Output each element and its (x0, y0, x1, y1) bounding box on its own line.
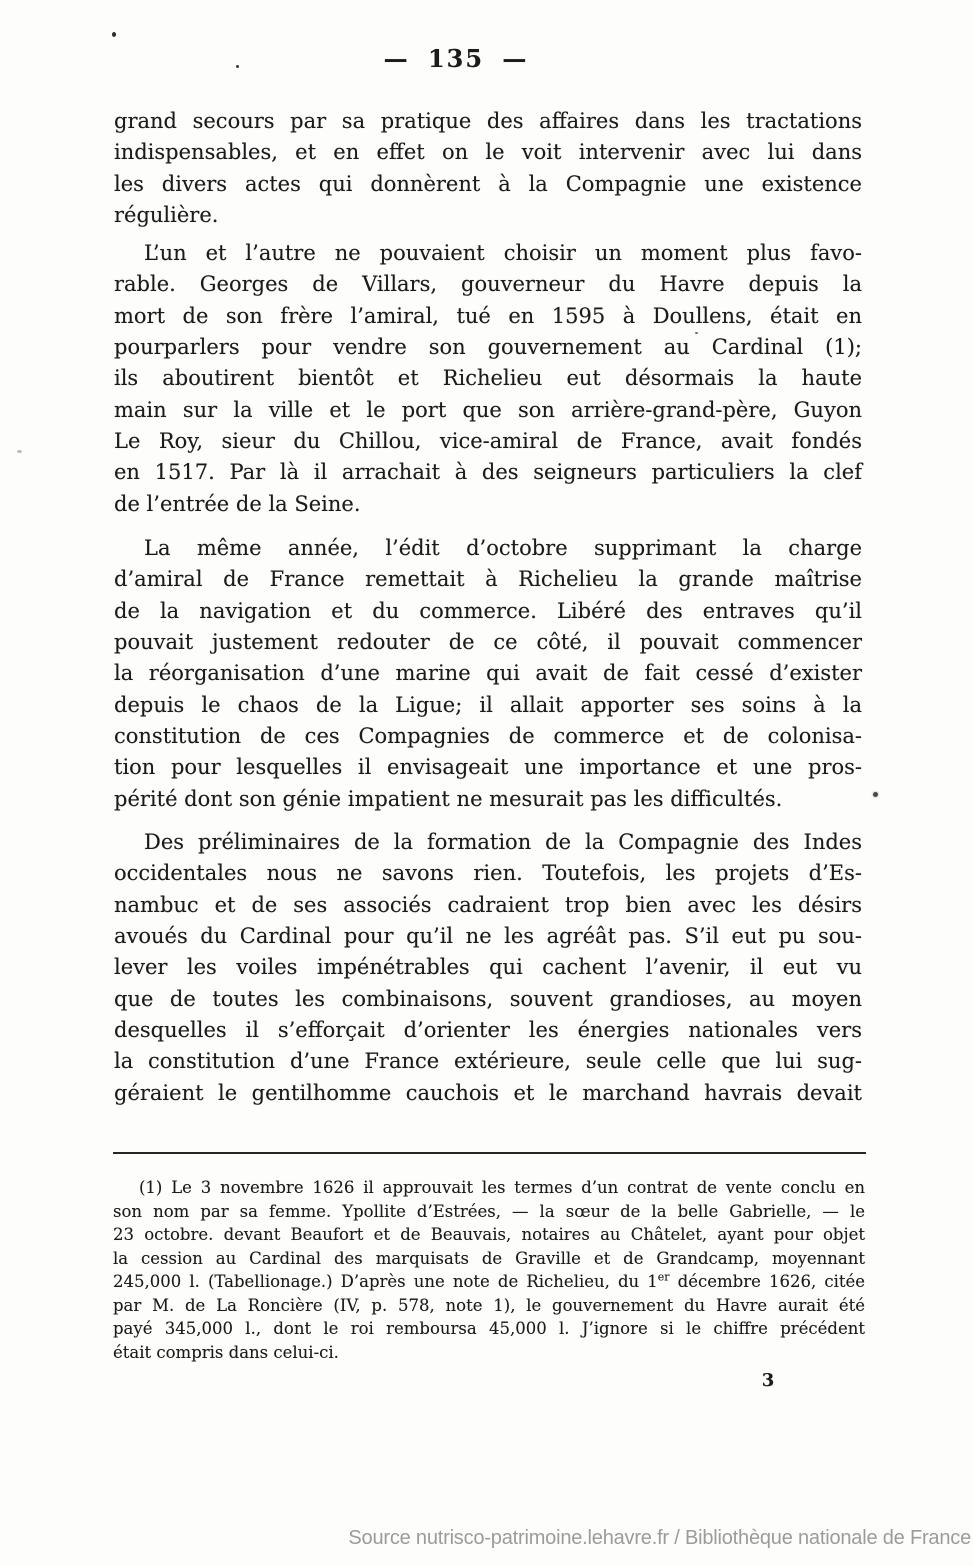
text-line: régulière. (114, 203, 219, 228)
text-line: main sur la ville et le port que son arrière-grand-père, Guyon (114, 397, 862, 422)
footnote-line: son nom par sa femme. Ypollite d’Estrées, — la sœur de la belle Gabrielle, — le (113, 1201, 865, 1221)
text-line: en 1517. Par là il arrachait à des seigneurs particuliers la clef (114, 460, 862, 485)
text-line: constitution de ces Compagnies de commerce et de colonisa- (114, 724, 862, 749)
footnote-line (113, 1270, 865, 1294)
text-line: La même année, l’édit d’octobre supprimant la charge (144, 536, 862, 560)
footnote-line: (1) Le 3 novembre 1626 il approuvait les termes d’un contrat de vente conclu en (139, 1178, 865, 1197)
footnote-line: 23 octobre. devant Beaufort et de Beauvais, notaires au Châtelet, ayant pour objet (113, 1225, 865, 1244)
ordinal-superscript: er (657, 1270, 670, 1284)
scan-speck (873, 792, 878, 797)
paragraph (114, 106, 862, 231)
paragraph (114, 533, 862, 815)
text-line: la réorganisation d’une marine qui avait de fait cessé d’exister (114, 661, 862, 686)
text-line: périté dont son génie impatient ne mesurait pas les difficultés. (114, 786, 783, 811)
text-line: de l’entrée de la Seine. (114, 491, 361, 516)
text-line: desquelles il s’efforçait d’orienter les énergies nationales vers (114, 1018, 862, 1043)
paragraph (114, 238, 862, 520)
footnote-line-segment: décembre 1626, citée (669, 1272, 866, 1291)
text-line: pouvait justement redouter de ce côté, il pouvait commencer (114, 630, 862, 655)
signature-mark: 3 (761, 1370, 775, 1391)
text-line: grand secours par sa pratique des affaires dans les tractations (114, 109, 862, 133)
source-attribution: Source nutrisco-patrimoine.lehavre.fr / Bibliothèque nationale de France (348, 1527, 971, 1549)
text-line: mort de son frère l’amiral, tué en 1595 à Doullens, était en (114, 303, 862, 328)
text-line: géraient le gentilhomme cauchois et le marchand havrais devait (114, 1080, 862, 1105)
text-line: indispensables, et en effet on le voit intervenir avec lui dans (114, 140, 862, 165)
footnote-line: était compris dans celui-ci. (113, 1342, 339, 1362)
text-line: pourparlers pour vendre son gouvernement au Cardinal (1); (114, 335, 862, 360)
scan-speck (17, 450, 22, 453)
text-line: Des préliminaires de la formation de la Compagnie des Indes (144, 830, 862, 854)
text-line: que de toutes les combinaisons, souvent grandioses, au moyen (114, 986, 862, 1011)
text-line: lever les voiles impénétrables qui cachent l’avenir, il eut vu (114, 955, 862, 980)
footnote-line-segment: 245,000 l. (Tabellionage.) D’après une note de Richelieu, du 1 (113, 1272, 658, 1291)
paragraph (114, 827, 862, 1109)
text-line: les divers actes qui donnèrent à la Compagnie une existence (114, 171, 862, 196)
page-number-header: — 135 — (383, 44, 529, 73)
footnote-line: par M. de La Roncière (IV, p. 578, note 1), le gouvernement du Havre aurait été (113, 1295, 865, 1315)
scan-speck (112, 32, 116, 37)
text-line: depuis le chaos de la Ligue; il allait apporter ses soins à la (114, 692, 862, 717)
text-line: nambuc et de ses associés cadraient trop bien avec les désirs (114, 892, 862, 917)
text-line: avoués du Cardinal pour qu’il ne les agréât pas. S’il eut pu sou- (114, 924, 862, 949)
footnote-line: la cession au Cardinal des marquisats de Graville et de Grandcamp, moyennant (113, 1248, 865, 1268)
footnote-line: payé 345,000 l., dont le roi remboursa 45,000 l. J’ignore si le chiffre précédent (113, 1319, 865, 1338)
text-line: de la navigation et du commerce. Libéré des entraves qu’il (114, 598, 862, 623)
text-line: occidentales nous ne savons rien. Toutefois, les projets d’Es- (114, 861, 862, 886)
footnote-separator-rule (113, 1152, 866, 1154)
text-line: d’amiral de France remettait à Richelieu la grande maîtrise (114, 567, 862, 592)
text-line: tion pour lesquelles il envisageait une importance et une pros- (114, 755, 862, 780)
text-line: Le Roy, sieur du Chillou, vice-amiral de France, avait fondés (114, 429, 862, 454)
text-line: rable. Georges de Villars, gouverneur du Havre depuis la (114, 272, 862, 297)
text-line: ils aboutirent bientôt et Richelieu eut désormais la haute (114, 366, 862, 391)
footnote (113, 1176, 865, 1364)
text-line: la constitution d’une France extérieure, seule celle que lui sug- (114, 1049, 862, 1074)
text-line: L’un et l’autre ne pouvaient choisir un moment plus favo- (144, 241, 862, 265)
